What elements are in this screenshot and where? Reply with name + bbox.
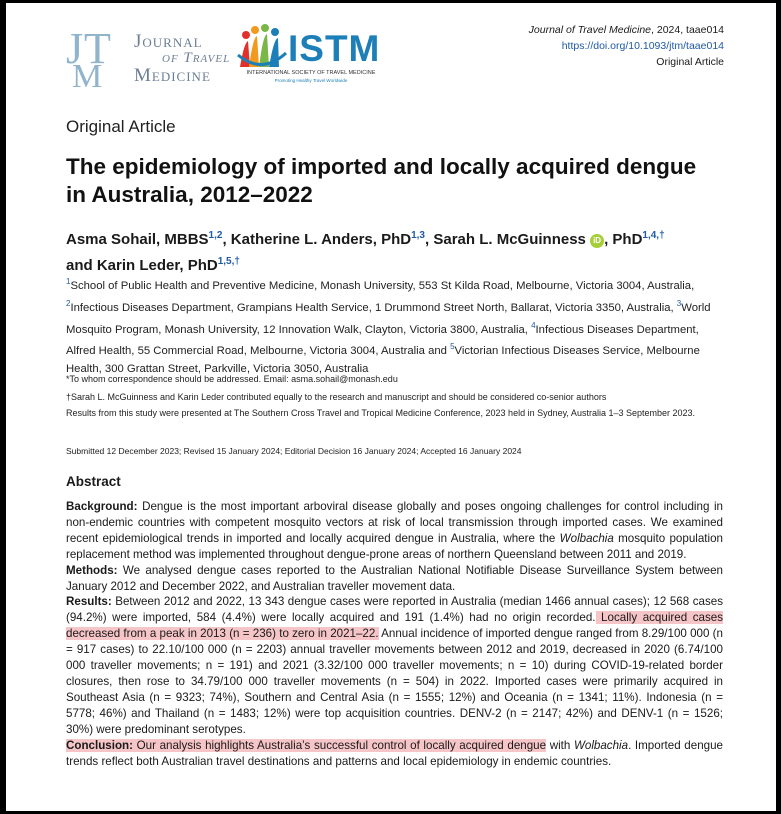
abstract-body (66, 499, 723, 769)
background-text-end: mosquito population replacement method was implemented throughout dengue-prone areas of northern Queensland between 2011 and 2019. (66, 531, 723, 561)
conclusion-italic: Wolbachia (573, 738, 629, 752)
abstract-background (66, 499, 723, 563)
jtm-logo-icon (64, 23, 130, 87)
journal-logo-line2: of Travel (162, 50, 231, 66)
results-highlight: Locally acquired cases decreased from a peak in 2013 (n = 236) to zero in 2021–22. (66, 611, 724, 641)
doi-link[interactable]: https://doi.org/10.1093/jtm/taae014 (561, 40, 724, 52)
author-name[interactable]: and Karin Leder, PhD (66, 257, 218, 274)
background-label: Background: (66, 500, 138, 513)
abstract-methods (66, 563, 723, 595)
journal-logo-line3: Medicine (134, 65, 211, 86)
affiliation-text: School of Public Health and Preventive Medicine, Monash University, 553 St Kilda Road, Melbourne, Victoria 3004, Australia, (70, 279, 695, 292)
svg-text:J: J (66, 24, 84, 73)
author-affil-ref[interactable]: 1,4,† (642, 230, 665, 241)
conclusion-highlight: Our analysis highlights Australia’s successful control of locally acquired dengue (132, 738, 547, 752)
author-separator: , (425, 231, 434, 248)
affiliation-number: 4 (531, 320, 536, 330)
affiliation-number: 3 (676, 298, 682, 308)
citation-year-id: , 2024, taae014 (651, 24, 724, 36)
abstract-conclusion (66, 738, 723, 770)
affiliation-text: Infectious Diseases Department, Grampians Health Service, 1 Drummond Street North, Ballarat, Victoria 3350, Australia, (70, 301, 677, 314)
affiliation-text: Victorian Infectious Diseases Service, Melbourne Health, 300 Grattan Street, Parkville, Victoria 3050, Australia (66, 345, 700, 376)
affiliation-text: Infectious Diseases Department, Alfred Health, 55 Commercial Road, Melbourne, Victoria 3004, Australia and (66, 323, 699, 358)
author-separator: , (222, 231, 231, 248)
affiliation-number: 2 (66, 298, 71, 308)
affiliation-number: 1 (66, 277, 71, 286)
journal-logo-line1: Journal (134, 31, 203, 52)
author-list (66, 225, 726, 277)
results-text-end: Annual incidence of imported dengue ranged from 8.29/100 000 (n = 917 cases) to 22.10/100 000 (n = 2203) annual traveller movements between 2012 and 2019, decreased in 2020 (6.74/100 000 traveller movements; n = 191) and 2021 (3.32/100 000 traveller movements; n = 10) during COVID-19-related border closures, then rose to 34.79/100 000 traveller movements (n = 504) in 2022. Imported cases were primarily acquired in Southeast Asia (n = 9323; 74%), Southern and Central Asia (n = 1555; 12%) and Oceania (n = 1341; 11%). Indonesia (n = 5778; 46%) and Thailand (n = 1483; 12%) were top acquisition countries. DENV-2 (n = 2147; 42%) and DENV-1 (n = 1526; 30%) were predominant serotypes. (66, 627, 723, 736)
citation-block (529, 22, 724, 70)
author-name[interactable]: Asma Sohail, MBBS (66, 231, 209, 248)
conclusion-text-end: . Imported dengue trends reflect both Australian travel destinations and patterns and local epidemiology in endemic countries. (66, 738, 723, 768)
affiliation-text: World Mosquito Program, Monash University, 12 Innovation Walk, Clayton, Victoria 3800, Australia, (66, 301, 711, 336)
author-affil-ref[interactable]: 1,5,† (217, 256, 240, 267)
background-text: Dengue is the most important arboviral disease globally and poses ongoing challenges for control including in non-endemic countries with competent mosquito vectors at risk of local transmission through imported cases. We examined recent epidemiological trends in imported and locally acquired dengue in Australia, where the (66, 500, 723, 545)
background-italic: Wolbachia (559, 531, 614, 545)
svg-text:M: M (72, 58, 103, 87)
article-title: The epidemiology of imported and locally acquired dengue in Australia, 2012–2022 (66, 154, 697, 207)
presentation-note: Results from this study were presented at The Southern Cross Travel and Tropical Medicine Conference, 2023 held in Sydney, Australia 1–3 September 2023. (66, 408, 696, 418)
equal-contribution-note: †Sarah L. McGuinness and Karin Leder contributed equally to the research and manuscript and should be considered co-senior authors (66, 392, 607, 402)
article-type: Original Article (656, 56, 724, 68)
results-label: Results: (66, 595, 112, 609)
istm-tagline: Promoting Healthy Travel Worldwide (274, 78, 348, 83)
methods-text: We analysed dengue cases reported to the Australian National Notifiable Disease Surveillance System between January 2012 and December 2022, and Australian traveller movement data. (66, 563, 723, 593)
methods-label: Methods: (66, 563, 118, 577)
affiliations (66, 273, 716, 378)
svg-text:T: T (84, 24, 111, 73)
submission-dates: Submitted 12 December 2023; Revised 15 January 2024; Editorial Decision 16 January 2024; Accepted 16 January 2024 (66, 446, 522, 456)
author-affil-ref[interactable]: 1,3 (411, 230, 425, 241)
conclusion-text: with (546, 738, 574, 752)
author-name[interactable]: Sarah L. McGuinness (433, 231, 586, 248)
author-affil-ref[interactable]: 1,2 (208, 230, 223, 241)
affiliation-number: 5 (450, 342, 455, 352)
conclusion-label: Conclusion: (66, 738, 133, 752)
results-text: Between 2012 and 2022, 13 343 dengue cases were reported in Australia (median 1466 annual cases); 12 568 cases (94.2%) were imported, 584 (4.4%) were locally acquired and 191 (1.4%) had no origin recorded. (66, 595, 723, 625)
abstract-heading: Abstract (66, 474, 121, 489)
article-page (6, 3, 776, 811)
citation-journal: Journal of Travel Medicine (528, 24, 652, 36)
author-degree: , PhD (604, 231, 643, 248)
author-name[interactable]: Katherine L. Anders, PhD (230, 231, 412, 248)
orcid-icon[interactable]: iD (590, 234, 604, 248)
article-label: Original Article (66, 117, 176, 136)
istm-full-name: INTERNATIONAL SOCIETY OF TRAVEL MEDICINE (246, 70, 376, 76)
istm-wordmark: ISTM (288, 28, 381, 69)
correspondence-note: *To whom correspondence should be addressed. Email: asma.sohail@monash.edu (66, 374, 398, 384)
journal-logo-text (134, 33, 230, 84)
istm-people-icon (236, 23, 288, 71)
abstract-results (66, 594, 723, 737)
